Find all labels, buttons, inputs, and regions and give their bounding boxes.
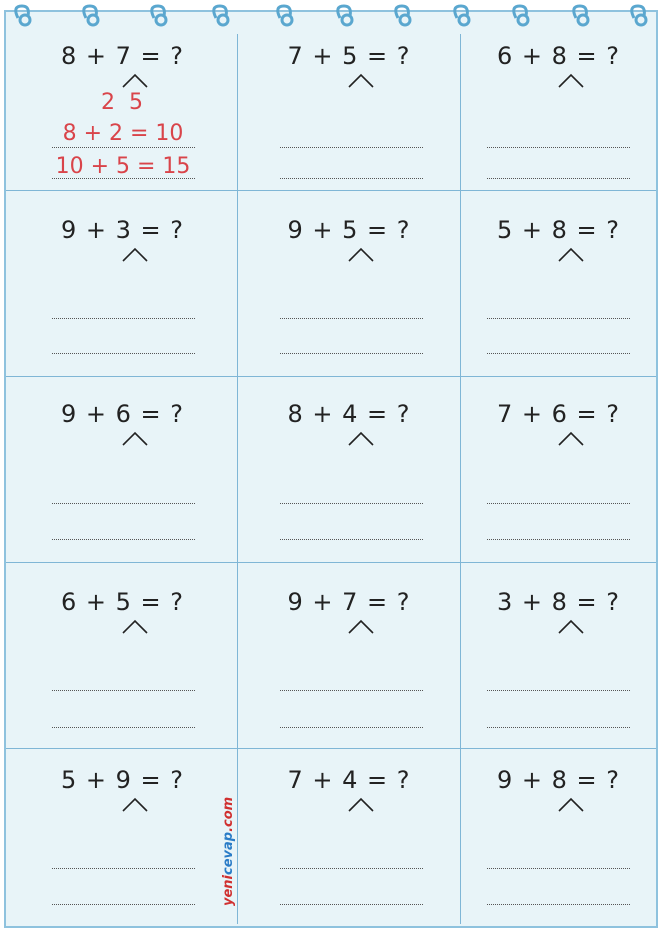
decompose-caret-icon <box>121 430 149 446</box>
answer-line-2[interactable] <box>280 178 423 179</box>
decompose-caret-icon <box>347 618 375 634</box>
answer-line-1[interactable] <box>487 147 630 148</box>
problem-equation: 8 + 4 = ? <box>287 400 411 428</box>
addend-b: 8 <box>551 42 568 70</box>
decompose-caret-icon <box>347 72 375 88</box>
decompose-caret-icon <box>121 796 149 812</box>
problem-equation: 5 + 8 = ? <box>496 216 621 244</box>
addend-a: 9 <box>496 766 514 794</box>
problem-cell <box>8 216 237 256</box>
answer-line-2[interactable] <box>280 539 423 540</box>
answer-line-1[interactable] <box>52 318 195 319</box>
decompose-caret-icon <box>347 796 375 812</box>
problem-equation: 7 + 6 = ? <box>496 400 621 428</box>
problem-cell <box>8 400 237 440</box>
addend-b: 5 <box>115 588 132 616</box>
answer-line-2[interactable] <box>280 353 423 354</box>
decompose-caret-icon <box>121 72 149 88</box>
decompose-caret-icon <box>557 430 585 446</box>
decompose-caret-icon <box>557 618 585 634</box>
addend-a: 7 <box>287 766 304 794</box>
row-divider-4 <box>6 748 656 749</box>
row-divider-1 <box>6 190 656 191</box>
decompose-caret-icon <box>347 246 375 262</box>
answer-line-2[interactable] <box>487 539 630 540</box>
addend-b: 6 <box>115 400 132 428</box>
problem-cell <box>8 42 237 82</box>
answer-line-1[interactable] <box>280 318 423 319</box>
answer-line-1[interactable] <box>52 690 195 691</box>
addend-b: 3 <box>115 216 132 244</box>
decompose-caret-icon <box>347 430 375 446</box>
addend-b: 7 <box>115 42 132 70</box>
decompose-caret-icon <box>121 246 149 262</box>
problem-equation: 5 + 9 = ? <box>60 766 185 794</box>
problem-cell <box>238 42 460 82</box>
watermark-part-3: .com <box>221 796 236 832</box>
addend-b: 5 <box>342 42 359 70</box>
problem-cell <box>238 400 460 440</box>
spiral-binding <box>0 0 662 30</box>
addend-b: 8 <box>551 766 568 794</box>
problem-equation: 6 + 8 = ? <box>496 42 621 70</box>
problem-cell <box>238 766 460 806</box>
answer-line-1[interactable] <box>487 868 630 869</box>
answer-line-1[interactable] <box>52 503 195 504</box>
addend-a: 9 <box>60 400 78 428</box>
watermark-logo <box>221 797 236 906</box>
problem-equation: 7 + 5 = ? <box>287 42 411 70</box>
problem-cell <box>461 42 656 82</box>
answer-line-1[interactable] <box>487 318 630 319</box>
example-step-2: 10 + 5 = 15 <box>55 154 191 179</box>
watermark-part-2: cevap <box>221 831 236 875</box>
answer-line-2[interactable] <box>52 727 195 728</box>
addend-a: 8 <box>287 400 304 428</box>
problem-equation: 9 + 3 = ? <box>60 216 185 244</box>
problem-equation: 9 + 5 = ? <box>287 216 411 244</box>
decompose-caret-icon <box>557 72 585 88</box>
addend-a: 7 <box>287 42 304 70</box>
answer-line-1[interactable] <box>280 147 423 148</box>
addend-a: 6 <box>496 42 514 70</box>
problem-cell <box>461 400 656 440</box>
problem-equation: 9 + 7 = ? <box>287 588 411 616</box>
addend-a: 5 <box>60 766 78 794</box>
decompose-caret-icon <box>557 796 585 812</box>
answer-line-1[interactable] <box>52 868 195 869</box>
decompose-caret-icon <box>557 246 585 262</box>
answer-line-2[interactable] <box>487 904 630 905</box>
addend-a: 9 <box>60 216 78 244</box>
problem-cell <box>8 588 237 628</box>
addend-a: 9 <box>287 588 304 616</box>
problem-cell <box>461 216 656 256</box>
watermark-part-1: yeni <box>221 874 236 906</box>
example-step-1: 8 + 2 = 10 <box>62 121 184 146</box>
problem-cell <box>8 766 237 806</box>
answer-line-2[interactable] <box>52 539 195 540</box>
row-divider-3 <box>6 562 656 563</box>
addend-b: 5 <box>342 216 359 244</box>
addend-a: 3 <box>496 588 514 616</box>
answer-line-1[interactable] <box>280 503 423 504</box>
addend-b: 4 <box>342 766 359 794</box>
problem-cell <box>461 588 656 628</box>
problem-cell <box>238 588 460 628</box>
answer-line-2[interactable] <box>487 727 630 728</box>
problem-cell <box>238 216 460 256</box>
addend-b: 9 <box>115 766 132 794</box>
decompose-caret-icon <box>121 618 149 634</box>
addend-a: 7 <box>496 400 514 428</box>
answer-line-1[interactable] <box>280 868 423 869</box>
problem-equation: 6 + 5 = ? <box>60 588 185 616</box>
answer-line-1[interactable] <box>280 690 423 691</box>
answer-line-1[interactable] <box>52 147 195 148</box>
answer-line-2[interactable] <box>280 727 423 728</box>
answer-line-1[interactable] <box>487 690 630 691</box>
answer-line-2[interactable] <box>487 178 630 179</box>
addend-b: 6 <box>551 400 568 428</box>
problem-cell <box>461 766 656 806</box>
problem-equation: 9 + 8 = ? <box>496 766 621 794</box>
problem-equation: 9 + 6 = ? <box>60 400 185 428</box>
addend-a: 6 <box>60 588 78 616</box>
addend-a: 8 <box>60 42 78 70</box>
answer-line-2[interactable] <box>280 904 423 905</box>
addend-b: 4 <box>342 400 359 428</box>
addend-b: 7 <box>342 588 359 616</box>
problem-equation: 8 + 7 = ? <box>60 42 185 70</box>
answer-line-2[interactable] <box>52 904 195 905</box>
problem-equation: 3 + 8 = ? <box>496 588 621 616</box>
row-divider-2 <box>6 376 656 377</box>
addend-a: 5 <box>496 216 514 244</box>
addend-a: 9 <box>287 216 304 244</box>
answer-line-2[interactable] <box>52 353 195 354</box>
addend-b: 8 <box>551 216 568 244</box>
addend-b: 8 <box>551 588 568 616</box>
example-split-digits: 2 5 <box>101 90 143 115</box>
answer-line-2[interactable] <box>487 353 630 354</box>
answer-line-1[interactable] <box>487 503 630 504</box>
problem-equation: 7 + 4 = ? <box>287 766 411 794</box>
